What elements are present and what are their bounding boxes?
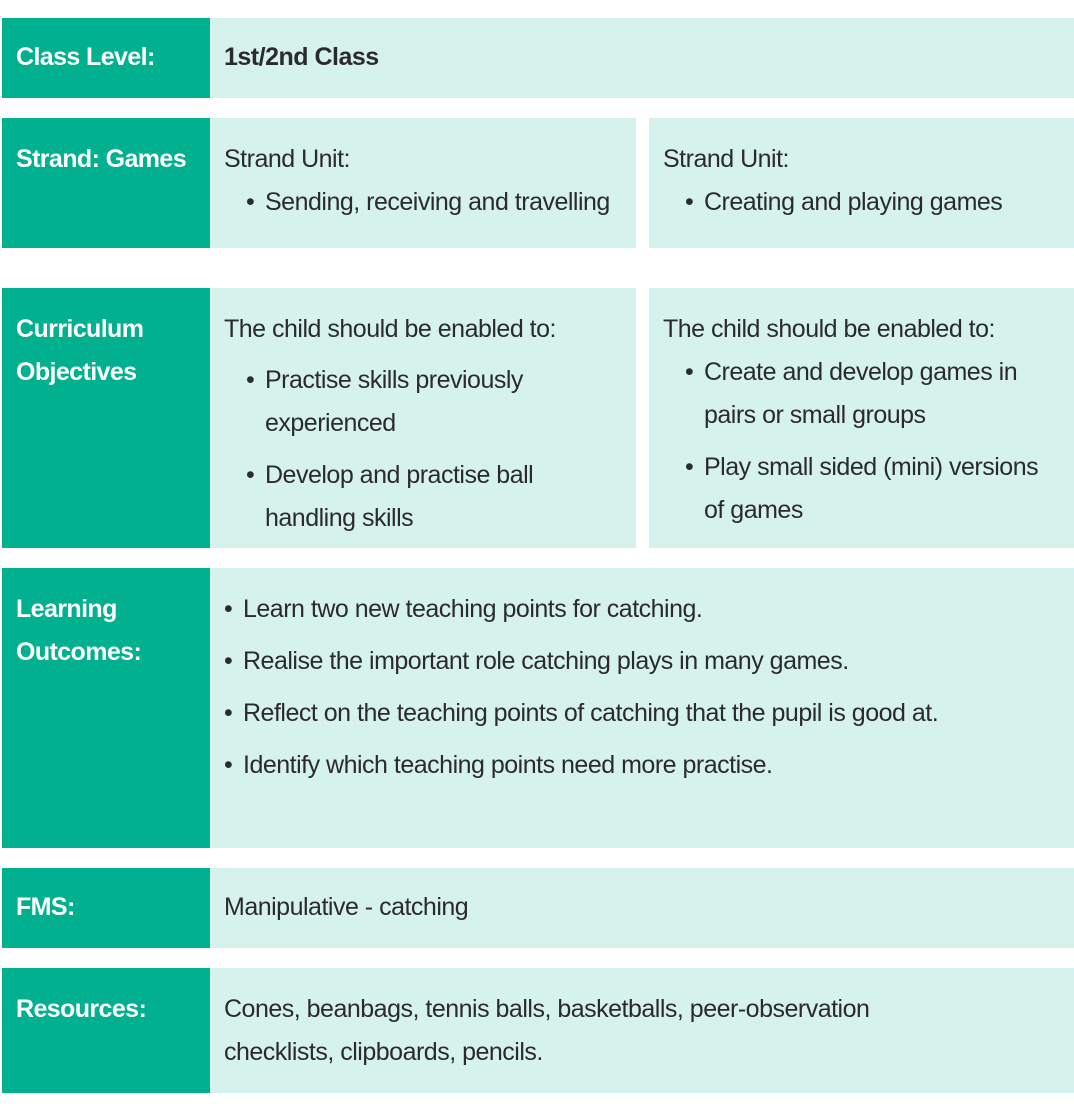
fms-value: Manipulative - catching [210,868,1074,948]
learning-outcomes-cell [210,568,1074,848]
list-item-text: Play small sided (mini) versions of games [704,453,1039,524]
list-item [246,181,626,224]
list-item [224,744,1064,787]
list-item-text: Reflect on the teaching points of catching that the pupil is good at. [243,699,939,727]
strand-unit-list [663,181,1064,224]
objectives-cell-1 [210,288,636,548]
curriculum-objectives-row [2,288,1074,548]
bullet-icon: • [246,461,255,489]
curriculum-objectives-label: Curriculum Objectives [2,288,210,548]
learning-outcomes-row [2,568,1074,848]
strand-row [2,118,1074,248]
objectives-list [663,351,1064,532]
learning-outcomes-label: Learning Outcomes: [2,568,210,848]
list-item [685,446,1064,532]
list-item-text: Realise the important role catching plays in many games. [243,647,849,675]
resources-label: Resources: [2,968,210,1093]
bullet-icon: • [685,358,694,386]
list-item-text: Creating and playing games [704,188,1003,216]
list-item [246,359,626,445]
resources-value: Cones, beanbags, tennis balls, basketballs, peer-observation checklists, clipboards, pencils. [210,968,1074,1093]
bullet-icon: • [224,647,233,675]
class-level-row [2,18,1074,98]
bullet-icon: • [224,751,233,779]
bullet-icon: • [685,188,694,216]
bullet-icon: • [246,366,255,394]
fms-row [2,868,1074,948]
strand-unit-cell-1 [210,118,636,248]
strand-unit-heading: Strand Unit: [224,145,351,173]
objectives-cell-2 [649,288,1074,548]
list-item [246,454,626,540]
strand-unit-heading: Strand Unit: [663,145,790,173]
objectives-heading: The child should be enabled to: [224,315,556,343]
objectives-list [224,359,626,540]
strand-unit-list [224,181,626,224]
list-item [224,640,1064,683]
fms-label: FMS: [2,868,210,948]
strand-unit-cell-2 [649,118,1074,248]
list-item [224,588,1064,631]
bullet-icon: • [224,595,233,623]
list-item-text: Create and develop games in pairs or small groups [704,358,1018,429]
resources-row [2,968,1074,1093]
class-level-label: Class Level: [2,18,210,98]
bullet-icon: • [224,699,233,727]
learning-outcomes-list [224,588,1064,787]
list-item [685,351,1064,437]
list-item [685,181,1064,224]
objectives-heading: The child should be enabled to: [663,315,995,343]
list-item-text: Learn two new teaching points for catching. [243,595,703,623]
list-item-text: Sending, receiving and travelling [265,188,610,216]
list-item-text: Develop and practise ball handling skills [265,461,534,532]
bullet-icon: • [246,188,255,216]
list-item [224,692,1064,735]
bullet-icon: • [685,453,694,481]
strand-label: Strand: Games [2,118,210,248]
list-item-text: Practise skills previously experienced [265,366,523,437]
list-item-text: Identify which teaching points need more practise. [243,751,773,779]
class-level-value: 1st/2nd Class [210,18,1074,98]
